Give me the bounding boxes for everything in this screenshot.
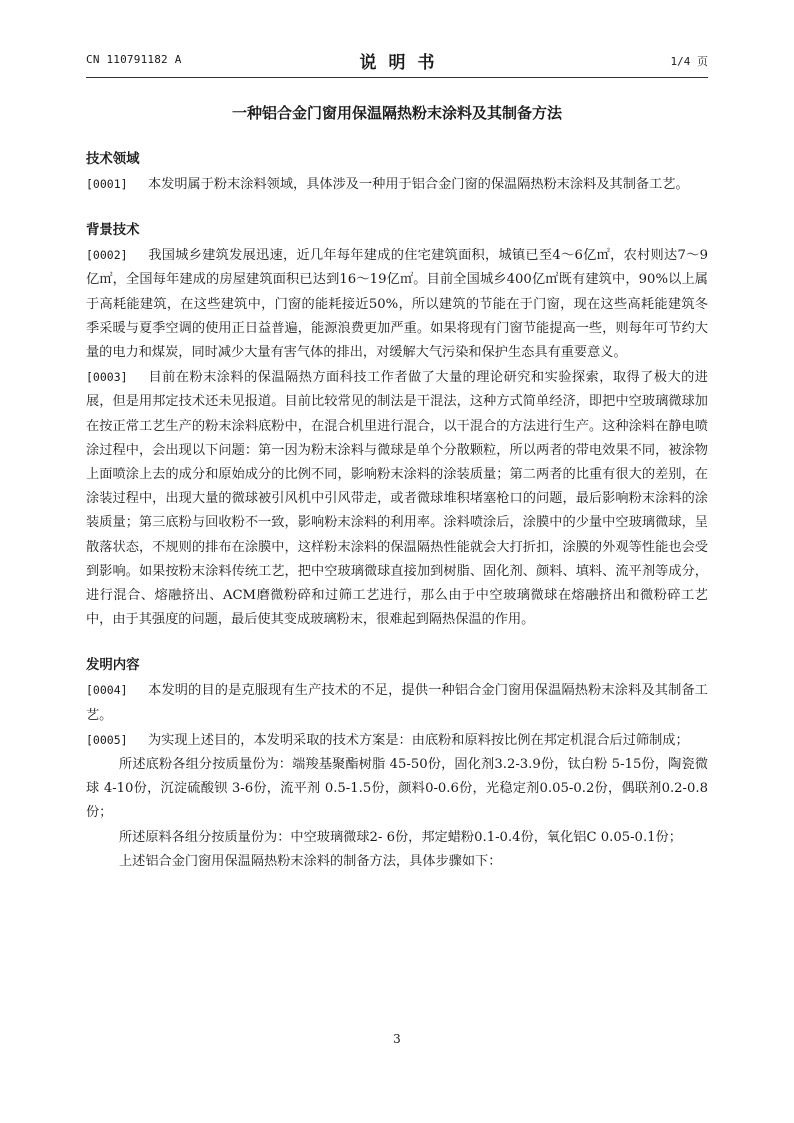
document-type: 说明书 — [359, 53, 447, 73]
paragraph-number: [0003] — [86, 370, 128, 385]
paragraph — [86, 243, 708, 365]
document-body — [86, 148, 708, 874]
section-invention-content — [86, 654, 708, 874]
section-heading: 背景技术 — [86, 223, 140, 239]
section-background — [86, 219, 708, 632]
paragraph-number: [0005] — [86, 732, 128, 747]
paragraph — [86, 365, 708, 632]
paragraph-text: 目前在粉末涂料的保温隔热方面科技工作者做了大量的理论研究和实验探索，取得了极大的进展，但是用邦定技术还未见报道。目前比较常见的制法是干混法，这种方式简单经济，即把中空玻璃微球加在按正常工艺生产的粉末涂料底粉中，在混合机里进行混合，以干混合的方法进行生产。这种涂料在静电喷涂过程中，会出现以下问题：第一因为粉末涂料与微球是单个分散颗粒，所以两者的带电效果不同，被涂物上面喷涂上去的成分和原始成分的比例不同，影响粉末涂料的涂装质量；第二两者的比重有很大的差别，在涂装过程中，出现大量的微球被引风机中引风带走，或者微球堆积堵塞枪口的问题，最后影响粉末涂料的涂装质量；第三底粉与回收粉不一致，影响粉末涂料的利用率。涂料喷涂后，涂膜中的少量中空玻璃微球，呈散落状态，不规则的排布在涂膜中，这样粉末涂料的保温隔热性能就会大打折扣，涂膜的外观等性能也会受到影响。如果按粉末涂料传统工艺，把中空玻璃微球直接加到树脂、固化剂、颜料、填料、流平剂等成分，进行混合、熔融挤出、ACM磨微粉碎和过筛工艺进行，那么由于中空玻璃微球在熔融挤出和微粉碎工艺中，由于其强度的问题，最后使其变成玻璃粉末，很难起到隔热保温的作用。 — [86, 370, 708, 628]
section-heading: 技术领域 — [86, 152, 140, 167]
paragraph: 所述原料各组分按质量份为：中空玻璃微球2- 6份，邦定蜡粉0.1-0.4份，氧化铝C 0.05-0.1份； — [119, 829, 682, 845]
paragraph — [86, 172, 708, 197]
paragraph — [86, 728, 708, 753]
section-technical-field — [86, 148, 708, 197]
header-divider — [86, 77, 708, 78]
paragraph: 所述底粉各组分按质量份为：端羧基聚酯树脂 45-50份，固化剂3.2-3.9份，钛白粉 5-15份，陶瓷微球 4-10份，沉淀硫酸钡 3-6份，流平剂 0.5-1.5份，颜料0-0.6份，光稳定剂0.05-0.2份，偶联剂0.2-0.8份； — [86, 757, 708, 821]
page-indicator: 1/4 页 — [670, 55, 708, 68]
paragraph-text: 本发明的目的是克服现有生产技术的不足，提供一种铝合金门窗用保温隔热粉末涂料及其制备工艺。 — [86, 683, 708, 723]
page-header — [86, 48, 708, 74]
paragraph-number: [0002] — [86, 248, 128, 263]
paragraph — [86, 678, 708, 727]
paragraph-number: [0001] — [86, 177, 128, 191]
paragraph-text: 本发明属于粉末涂料领域，具体涉及一种用于铝合金门窗的保温隔热粉末涂料及其制备工艺。 — [148, 177, 689, 192]
document-title: 一种铝合金门窗用保温隔热粉末涂料及其制备方法 — [231, 104, 562, 122]
page-number: 3 — [393, 1032, 401, 1046]
patent-number: CN 110791182 A — [86, 53, 182, 66]
paragraph-text: 为实现上述目的，本发明采取的技术方案是：由底粉和原料按比例在邦定机混合后过筛制成； — [148, 732, 689, 748]
paragraph: 上述铝合金门窗用保温隔热粉末涂料的制备方法，具体步骤如下： — [119, 853, 502, 869]
paragraph-number: [0004] — [86, 683, 128, 698]
section-heading: 发明内容 — [86, 658, 140, 674]
paragraph-text: 我国城乡建筑发展迅速，近几年每年建成的住宅建筑面积，城镇已至4～6亿㎡，农村则达7～9亿㎡，全国每年建成的房屋建筑面积已达到16～19亿㎡。目前全国城乡400亿㎡既有建筑中，90%以上属于高耗能建筑，在这些建筑中，门窗的能耗接近50%，所以建筑的节能在于门窗，现在这些高耗能建筑冬季采暖与夏季空调的使用正日益普遍，能源浪费更加严重。如果将现有门窗节能提高一些，则每年可节约大量的电力和煤炭，同时减少大量有害气体的排出，对缓解大气污染和保护生态具有重要意义。 — [86, 248, 708, 361]
